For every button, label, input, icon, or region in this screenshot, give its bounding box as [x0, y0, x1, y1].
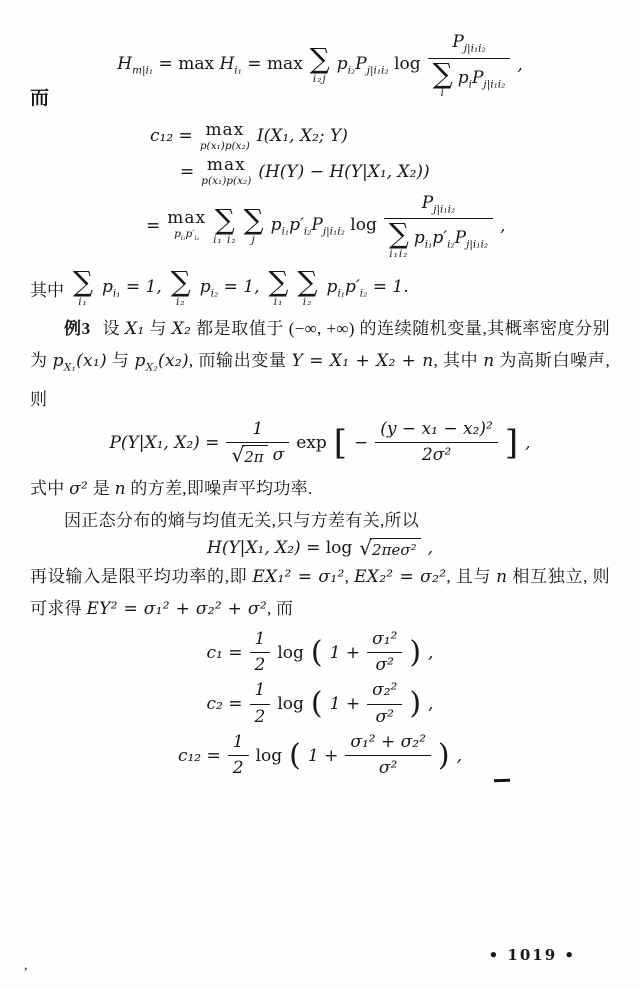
lhs: c₁ =	[206, 642, 243, 663]
max-limits: p(x₁)p(x₂)	[199, 139, 250, 152]
summation-symbol	[243, 202, 264, 246]
formula-tail: ,	[428, 694, 434, 715]
formula-tail: ,	[500, 215, 506, 236]
exp-operator: exp	[296, 432, 327, 453]
max-operator	[201, 157, 251, 187]
max-limits: p(x₁)p(x₂)	[201, 175, 252, 188]
fraction-bar	[367, 652, 402, 653]
lhs: c₂ =	[206, 694, 243, 715]
sigma-glyph: ∑	[243, 202, 264, 236]
formula-tail: ,	[427, 538, 433, 559]
denominator-text: $p_iP_{j|i_1i_2}$	[457, 67, 506, 91]
left-paren: (	[310, 634, 323, 670]
formula-c2-capacity	[30, 680, 610, 728]
formula-tail: ,	[428, 642, 434, 663]
radicand: 2πeσ²	[370, 538, 421, 559]
rhs: I(X₁, X₂; Y)	[256, 126, 348, 147]
fraction-numerator	[250, 680, 271, 701]
fraction	[367, 680, 402, 728]
formula-terms: $p_{i_2}P_{j|i_1i_2}$ log	[336, 54, 421, 77]
right-paren: )	[437, 737, 450, 773]
right-paren: )	[409, 686, 422, 722]
text-normal-entropy-note: 因正态分布的熵与均值无关,只与方差有关,所以	[64, 510, 420, 530]
radical-glyph: √	[231, 443, 245, 468]
left-bracket: [	[333, 422, 347, 463]
denominator-text: 2σ²	[421, 445, 452, 466]
page-number: • 1019 •	[488, 946, 576, 964]
sigma-glyph: ∑	[214, 202, 235, 236]
example3-paragraph	[30, 313, 610, 414]
fraction-denominator	[371, 707, 399, 728]
fraction	[367, 629, 402, 677]
denominator-text: $p_{i_1}p'_{i_2}P_{j|i_1i_2}$	[413, 228, 489, 251]
formula-terms: 1 +	[307, 745, 339, 766]
fraction-bar	[228, 755, 249, 756]
right-paren: )	[409, 634, 422, 670]
formula-c12-line1	[150, 119, 610, 152]
equals: =	[146, 215, 161, 236]
equals: =	[180, 161, 195, 182]
summation-symbol	[268, 265, 289, 308]
formula-c12-capacity	[30, 732, 610, 780]
summation-symbol	[388, 217, 409, 260]
fraction-denominator	[250, 707, 271, 728]
left-paren: (	[289, 737, 301, 773]
summation-limits: i₁	[273, 295, 284, 308]
log-operator: log	[255, 745, 283, 766]
fraction-numerator	[247, 419, 268, 440]
formula-conditional-entropy	[30, 535, 610, 560]
summation-limits: i	[440, 87, 445, 100]
log-operator: log	[277, 694, 304, 715]
formula-terms: 1 +	[329, 642, 361, 663]
summation-symbol	[170, 265, 191, 308]
square-root	[231, 445, 267, 467]
fraction	[428, 32, 511, 99]
fraction	[384, 193, 493, 260]
formula-terms: 1 +	[329, 694, 361, 715]
sigma-glyph: ∑	[388, 217, 409, 251]
fraction-denominator	[384, 217, 493, 260]
formula-tail: ,	[525, 432, 531, 453]
max-label: max	[167, 208, 207, 229]
numerator-text: 1	[254, 680, 266, 701]
numerator-text: 1	[252, 418, 264, 439]
fraction-denominator	[250, 655, 271, 676]
fraction-numerator	[367, 629, 402, 650]
fraction-numerator	[345, 732, 431, 753]
example-text: 设 X₁ 与 X₂ 都是取值于 (−∞, +∞) 的连续随机变量,其概率密度分别为 $p_{X_1}(x_1)$ 与 $p_{X_2}(x_2)$, 而输出变量 Y = X₁ + X₂ + n, 其中 n 为高斯白噪声,则	[30, 319, 611, 409]
formula-c12-derivation	[30, 119, 610, 260]
fraction-denominator	[428, 56, 511, 100]
summation-symbol	[432, 56, 453, 100]
fraction	[345, 732, 431, 780]
fraction-numerator	[447, 32, 490, 56]
summation-limits: i₂j	[312, 72, 327, 85]
constraint-expr: $p_{i_2} = 1$,	[199, 277, 260, 300]
numerator-text: σ₁² + σ₂²	[350, 731, 426, 752]
fraction-bar	[250, 704, 271, 705]
formula-terms: $p_{i_1}p'_{i_2}P_{j|i_1i_2}$ log	[270, 214, 377, 238]
formula-c12-line2	[180, 157, 610, 187]
denominator-text: σ	[272, 445, 285, 466]
constraints-prefix: 其中	[30, 280, 64, 300]
margin-word: 而	[30, 87, 50, 109]
sigma-glyph: ∑	[73, 265, 93, 299]
denominator-text: σ²	[375, 706, 394, 727]
fraction	[226, 419, 289, 467]
sigma-glyph: ∑	[297, 265, 318, 299]
lhs: c₁₂ =	[150, 126, 193, 147]
example-label: 例3	[64, 319, 91, 339]
constraint-expr: $p_{i_1}p'_{i_2} = 1$.	[326, 277, 409, 300]
summation-limits: i₂	[175, 295, 186, 308]
summation-symbol	[73, 265, 93, 308]
fraction-half	[250, 629, 271, 677]
formula-tail: ,	[517, 55, 523, 76]
constraints-line	[30, 265, 610, 308]
max-limits: $p_{i_1}p'_{i_2}$	[174, 228, 200, 243]
fraction-bar	[345, 755, 431, 756]
rhs: (H(Y) − H(Y|X₁, X₂))	[258, 161, 430, 182]
numerator-text: σ₂²	[372, 680, 398, 701]
radicand: 2π	[242, 445, 267, 467]
radical-glyph: √	[359, 535, 373, 560]
max-operator	[199, 119, 250, 152]
fraction	[375, 419, 498, 467]
summation-symbol	[213, 202, 237, 246]
formula-conditional-density	[30, 419, 610, 467]
fraction-numerator	[228, 732, 249, 753]
summation-limits: i₁i₂	[389, 247, 409, 260]
denominator-text: 2	[232, 758, 244, 779]
left-paren: (	[310, 686, 323, 722]
fraction-denominator	[228, 758, 249, 779]
paragraph-power-constraint: 再设输入是限平均功率的,即 EX₁² = σ₁², EX₂² = σ₂², 且与 n 相互独立, 则可求得 EY² = σ₁² + σ₂² + σ², 而	[30, 566, 610, 619]
max-label: max	[205, 119, 245, 140]
max-operator	[167, 210, 206, 242]
formula-tail: ,	[456, 745, 463, 766]
scan-artifact-dash	[494, 779, 510, 783]
fraction-denominator	[374, 758, 402, 779]
summation-limits: i₁ i₂	[213, 233, 237, 246]
constraint-expr: $p_{i_1} = 1$,	[102, 277, 162, 300]
fraction-denominator	[417, 445, 456, 466]
fraction-numerator	[375, 419, 498, 440]
numerator-text: (y − x₁ − x₂)²	[380, 419, 493, 440]
text-variance-note: 式中 σ² 是 n 的方差,即噪声平均功率.	[30, 478, 313, 499]
formula-c12-line3	[146, 193, 610, 260]
sigma-glyph: ∑	[432, 56, 453, 90]
formula-lead: $H_{m|i_1} = \max H_{i_1} = \max$	[117, 54, 303, 77]
summation-symbol	[297, 265, 318, 308]
lhs: c₁₂ =	[177, 745, 221, 766]
fraction-bar	[367, 704, 402, 705]
log-operator: log	[277, 642, 304, 663]
numerator-text: 1	[232, 731, 244, 752]
fraction-half	[250, 680, 271, 728]
lhs: H(Y|X₁, X₂) = log	[207, 538, 353, 559]
formula-c1-capacity	[30, 629, 610, 677]
numerator-text: $P_{j|i_1i_2}$	[421, 192, 456, 216]
sigma-glyph: ∑	[170, 265, 191, 299]
numerator-text: 1	[254, 628, 266, 649]
fraction-denominator	[226, 445, 289, 467]
summation-limits: j	[251, 233, 256, 246]
denominator-text: 2	[254, 706, 266, 727]
summation-limits: i₂	[302, 295, 313, 308]
summation-symbol	[309, 42, 330, 85]
fraction-bar	[250, 652, 271, 653]
fraction-numerator	[417, 193, 460, 217]
right-bracket: ]	[504, 422, 519, 463]
numerator-text: σ₁²	[372, 628, 398, 649]
denominator-text: 2	[254, 655, 266, 676]
max-label: max	[206, 155, 246, 176]
fraction-bar	[375, 442, 498, 443]
sigma-glyph: ∑	[309, 42, 330, 76]
lhs: P(Y|X₁, X₂) =	[109, 432, 220, 453]
fraction-half	[228, 732, 249, 780]
square-root	[359, 535, 420, 560]
denominator-text: σ²	[375, 655, 394, 676]
fraction-numerator	[250, 629, 271, 650]
numerator-text: $P_{j|i_1i_2}$	[452, 32, 486, 55]
fraction-denominator	[371, 655, 399, 676]
denominator-text: σ²	[378, 758, 398, 779]
fraction-numerator	[367, 680, 402, 701]
summation-limits: i₁	[78, 295, 88, 308]
sigma-glyph: ∑	[268, 265, 289, 299]
scan-artifact-comma: ,	[24, 958, 28, 973]
minus-sign: −	[354, 432, 369, 453]
